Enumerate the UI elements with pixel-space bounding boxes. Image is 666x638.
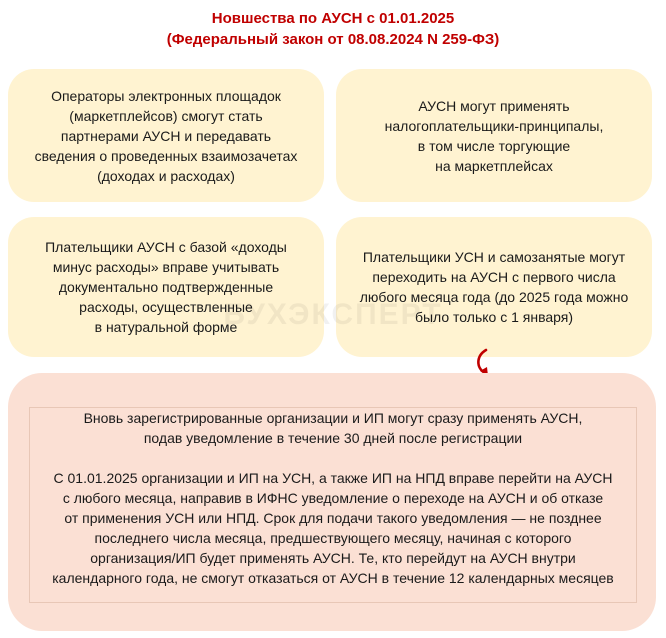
title-line-1: Новшества по АУСН с 01.01.2025	[211, 10, 455, 27]
card-principals	[336, 69, 652, 202]
new-rules-panel	[8, 373, 656, 631]
card-text: Плательщики АУСН с базой «доходы минус расходы» вправе учитывать документально подтвержденные расходы, осуществленные в натуральной форме	[45, 239, 287, 335]
transition-paragraph: С 01.01.2025 организации и ИП на УСН, а также ИП на НПД вправе перейти на АУСН с любого месяца, направив в ИФНС уведомление о переходе на АУСН и об отказе от применения УСН или НПД. Срок для подачи такого уведомления — не позднее последнего числа месяца, предшествующего месяцу, начиная с которого организация/ИП будет применять АУСН. Те, кто перейдут на АУСН внутри календарного года, не смогут отказаться от АУСН в течение 12 календарных месяцев	[52, 470, 614, 586]
card-text: Плательщики УСН и самозанятые могут переходить на АУСН с первого числа любого месяца года (до 2025 года можно было только с 1 января)	[359, 249, 629, 325]
card-expenses-in-kind	[8, 217, 324, 357]
title-line-2: (Федеральный закон от 08.08.2024 N 259-ФЗ)	[166, 31, 500, 48]
card-transition-any-month	[336, 217, 652, 357]
card-text: АУСН могут применять налогоплательщики-принципалы, в том числе торгующие на маркетплейсах	[384, 97, 604, 174]
watermark: БУХЭКСПЕРТ	[223, 298, 443, 331]
new-registration-paragraph: Вновь зарегистрированные организации и ИП могут сразу применять АУСН, подав уведомление в течение 30 дней после регистрации	[83, 410, 583, 446]
card-text: Операторы электронных площадок (маркетплейсов) смогут стать партнерами АУСН и передавать сведения о проведенных взаимозачетах (доходах и расходах)	[34, 87, 298, 184]
new-rules-text-box	[29, 407, 637, 603]
card-marketplace-operators	[8, 69, 324, 202]
diagram-title	[0, 8, 666, 50]
